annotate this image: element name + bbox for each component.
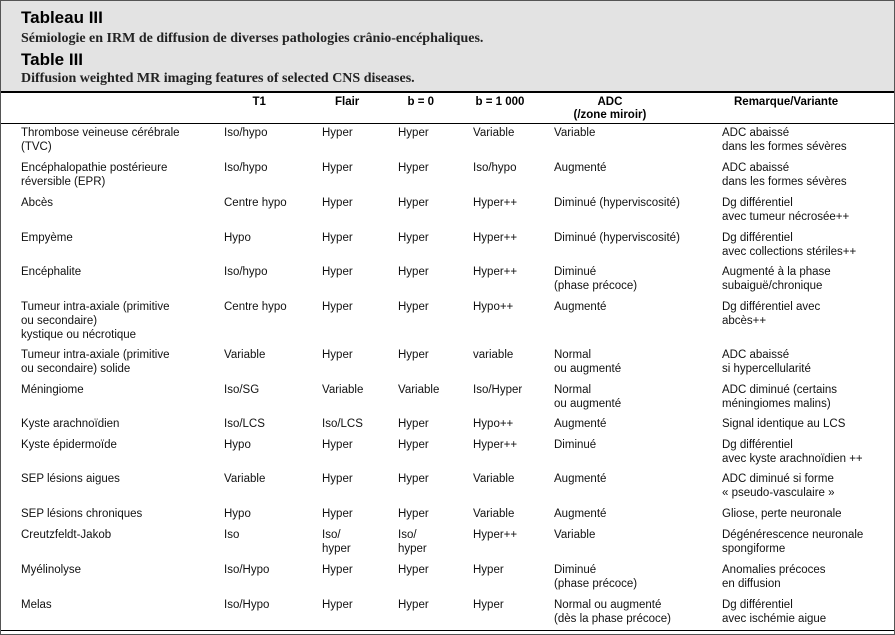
table-cell: Iso/hypo [473,162,517,174]
table-cell: Hyper++ [473,197,518,209]
table-cell: Hypo++ [473,301,514,313]
table-cell: Hyper++ [473,266,518,278]
column-header: b = 1 000 [475,96,525,108]
table-cell: Dg différentiel avec tumeur nécrosée++ [722,197,850,223]
caption-title-en: Table III [21,50,84,69]
row-label-cell: SEP lésions aigues [21,473,120,485]
table-cell: Hyper++ [473,232,518,244]
table-cell: Hyper++ [473,439,518,451]
table-cell: Hyper [398,232,429,244]
row-label-cell: Méningiome [21,384,84,396]
table-cell: Dégénérescence neuronale spongiforme [722,529,864,555]
table-cell: Hyper [398,473,429,485]
table-cell: Variable [224,473,266,485]
table-cell: ADC abaissé dans les formes sévères [722,127,847,153]
table-cell: Augmenté [554,418,607,430]
table-cell: Augmenté [554,162,607,174]
table-cell: ADC abaissé dans les formes sévères [722,162,847,188]
table-cell: Hyper [473,564,504,576]
table-cell: Hyper [322,301,353,313]
table-cell: Variable [554,529,596,541]
table-cell: Centre hypo [224,301,287,313]
table-cell: Augmenté [554,508,607,520]
column-header: ADC (/zone miroir) [573,96,647,121]
row-label-cell: Tumeur intra-axiale (primitive ou secondaire) kystique ou nécrotique [21,301,170,341]
table-cell: Dg différentiel avec kyste arachnoïdien ++ [722,439,863,465]
table-cell: Hyper [398,162,429,174]
table-cell: Hyper [322,162,353,174]
table-cell: Variable [322,384,364,396]
table-cell: Normal ou augmenté [554,349,622,375]
row-label-cell: Myélinolyse [21,564,82,576]
table-cell: Hyper [473,599,504,611]
table-cell: Normal ou augmenté (dès la phase précoce) [554,599,671,625]
table-cell: ADC diminué (certains méningiomes malins) [722,384,838,410]
table-cell: Anomalies précoces en diffusion [722,564,826,590]
table-cell: Hyper [322,599,353,611]
column-header: Flair [335,96,360,108]
row-label-cell: Encéphalite [21,266,82,278]
row-label-cell: SEP lésions chroniques [21,508,143,520]
table-cell: Normal ou augmenté [554,384,622,410]
caption-title-fr: Tableau III [21,8,103,27]
table-cell: Signal identique au LCS [722,418,846,430]
table-cell: Augmenté [554,301,607,313]
table-cell: Hyper [398,564,429,576]
table-cell: Diminué [554,439,597,451]
table-cell: Diminué (phase précoce) [554,564,638,590]
table-cell: Hypo [224,439,251,451]
row-label-cell: Empyème [21,232,73,244]
table-header [1,93,894,124]
row-label-cell: Tumeur intra-axiale (primitive ou secondaire) solide [21,349,170,375]
table-cell: Variable [224,349,266,361]
table-cell: Iso/ hyper [398,529,427,555]
table-cell: Dg différentiel avec abcès++ [722,301,821,327]
table-cell: Hyper [322,439,353,451]
column-header: T1 [252,96,266,108]
table-cell: Iso/Hypo [224,564,270,576]
table-cell: Diminué (hyperviscosité) [554,197,680,209]
table-cell: Hyper [398,599,429,611]
table-cell: Variable [473,508,515,520]
table-cell: Iso/hypo [224,127,268,139]
table-cell: Augmenté à la phase subaiguë/chronique [722,266,831,292]
table-cell: Hyper [322,127,353,139]
table-cell: Hyper [322,266,353,278]
table-cell: Iso/Hyper [473,384,523,396]
table-cell: Hyper [398,197,429,209]
table-cell: Variable [398,384,440,396]
table-cell: variable [473,349,514,361]
table-cell: Dg différentiel avec ischémie aigue [722,599,827,625]
table-cell: Iso/Hypo [224,599,270,611]
table-cell: Hyper [322,473,353,485]
table-cell: Dg différentiel avec collections stériles++ [722,232,857,258]
table-cell: Iso/hypo [224,266,268,278]
table-cell: Iso/SG [224,384,260,396]
table-cell: Hyper [322,349,353,361]
table-cell: Augmenté [554,473,607,485]
row-label-cell: Melas [21,599,52,611]
table-cell: Hyper [398,266,429,278]
table-cell: Diminué (hyperviscosité) [554,232,680,244]
table-cell: Hypo [224,232,251,244]
table-cell: Variable [473,127,515,139]
table-cell: Hypo [224,508,251,520]
caption-subtitle-fr: Sémiologie en IRM de diffusion de diverses pathologies crânio-encéphaliques. [21,31,484,46]
table-cell: Hyper [398,439,429,451]
table-caption [1,1,894,93]
table-cell: Iso/LCS [224,418,265,430]
table-cell: Hyper++ [473,529,518,541]
table-cell: Hyper [322,232,353,244]
table-cell: Hyper [398,508,429,520]
row-label-cell: Kyste épidermoïde [21,439,117,451]
row-label-cell: Abcès [21,197,53,209]
table-cell: Gliose, perte neuronale [722,508,842,520]
table-cell: Iso/hypo [224,162,268,174]
table-cell: Iso [224,529,240,541]
table-cell: Hyper [322,197,353,209]
table-cell: Hyper [322,564,353,576]
row-label-cell: Thrombose veineuse cérébrale (TVC) [21,127,180,153]
table-cell: Hyper [398,418,429,430]
table-cell: ADC abaissé si hypercellularité [722,349,811,375]
table-cell: Hyper [398,349,429,361]
table-cell: Diminué (phase précoce) [554,266,638,292]
table-cell: Iso/ hyper [322,529,351,555]
table-cell: Variable [554,127,596,139]
row-label-cell: Kyste arachnoïdien [21,418,120,430]
table-cell: Iso/LCS [322,418,363,430]
table-cell: ADC diminué si forme « pseudo-vasculaire » [722,473,835,499]
column-header: b = 0 [407,96,435,108]
table-cell: Hyper [322,508,353,520]
table-cell: Hyper [398,301,429,313]
row-label-cell: Encéphalopathie postérieure réversible (EPR) [21,162,168,188]
table-bottom-rule [1,630,894,631]
table-cell: Hyper [398,127,429,139]
table-cell: Centre hypo [224,197,287,209]
table-cell: Variable [473,473,515,485]
caption-subtitle-en: Diffusion weighted MR imaging features of selected CNS diseases. [21,71,415,86]
column-header: Remarque/Variante [734,96,839,108]
row-label-cell: Creutzfeldt-Jakob [21,529,112,541]
table-cell: Hypo++ [473,418,514,430]
